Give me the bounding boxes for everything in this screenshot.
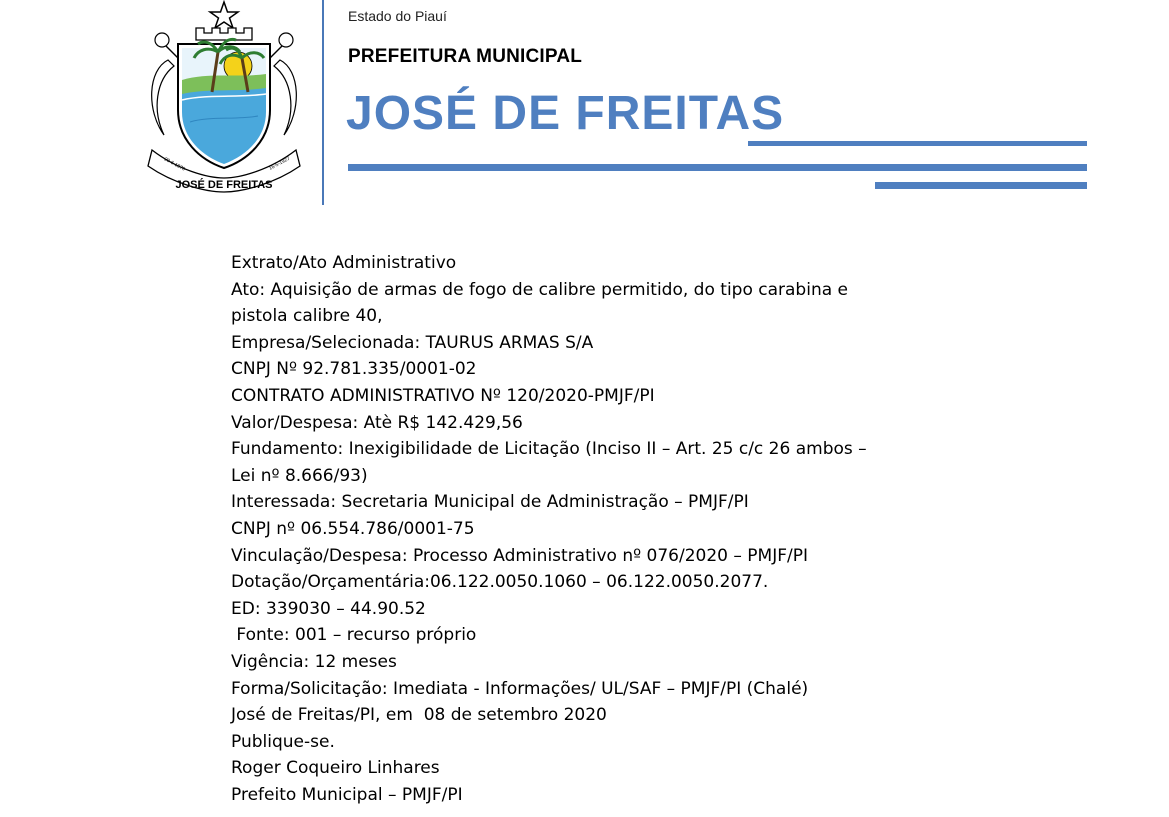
doc-line: CNPJ nº 06.554.786/0001-75 — [231, 518, 475, 539]
signatory-title: Prefeito Municipal – PMJF/PI — [231, 784, 463, 805]
doc-line: José de Freitas/PI, em 08 de setembro 2020 — [231, 705, 607, 726]
doc-line: CNPJ Nº 92.781.335/0001-02 — [231, 359, 477, 380]
title-underline — [748, 141, 1087, 146]
header-rule-short — [875, 182, 1087, 189]
doc-line: Extrato/Ato Administrativo — [231, 253, 457, 273]
doc-line: Empresa/Selecionada: TAURUS ARMAS S/A — [231, 332, 594, 353]
administrative-extract — [231, 250, 931, 808]
crest-banner: JOSÉ DE FREITAS — [175, 179, 273, 191]
doc-line: Interessada: Secretaria Municipal de Administração – PMJF/PI — [231, 492, 749, 513]
office-title: PREFEITURA MUNICIPAL — [348, 46, 583, 67]
crest-right-ribbon: 16-5-1927 — [268, 155, 292, 172]
doc-line: Lei nº 8.666/93) — [231, 465, 368, 486]
doc-line: pistola calibre 40, — [231, 306, 383, 327]
signatory-name: Roger Coqueiro Linhares — [231, 758, 440, 779]
header-divider — [322, 0, 324, 205]
doc-line: Valor/Despesa: Atè R$ 142.429,56 — [231, 412, 523, 433]
doc-line: Publique-se. — [231, 731, 335, 752]
state-name: Estado do Piauí — [348, 8, 447, 24]
doc-line: Dotação/Orçamentária:06.122.0050.1060 – 06.122.0050.2077. — [231, 572, 769, 593]
doc-line: Vigência: 12 meses — [231, 651, 397, 672]
doc-line: Fundamento: Inexigibilidade de Licitação (Inciso II – Art. 25 c/c 26 ambos – — [231, 439, 867, 460]
doc-line: Ato: Aquisição de armas de fogo de calibre permitido, do tipo carabina e — [231, 279, 848, 300]
municipal-coat-of-arms-icon — [138, 0, 310, 200]
doc-line: Vinculação/Despesa: Processo Administrativo nº 076/2020 – PMJF/PI — [231, 545, 808, 566]
crest-left-ribbon: 20-6-1876 — [163, 156, 187, 173]
doc-line: Forma/Solicitação: Imediata - Informações/ UL/SAF – PMJF/PI (Chalé) — [231, 678, 809, 699]
doc-line: CONTRATO ADMINISTRATIVO Nº 120/2020-PMJF/PI — [231, 385, 655, 406]
city-title: JOSÉ DE FREITAS — [346, 87, 785, 140]
doc-line: ED: 339030 – 44.90.52 — [231, 598, 426, 619]
doc-line: Fonte: 001 – recurso próprio — [231, 625, 477, 646]
header-rule-long — [348, 164, 1087, 171]
